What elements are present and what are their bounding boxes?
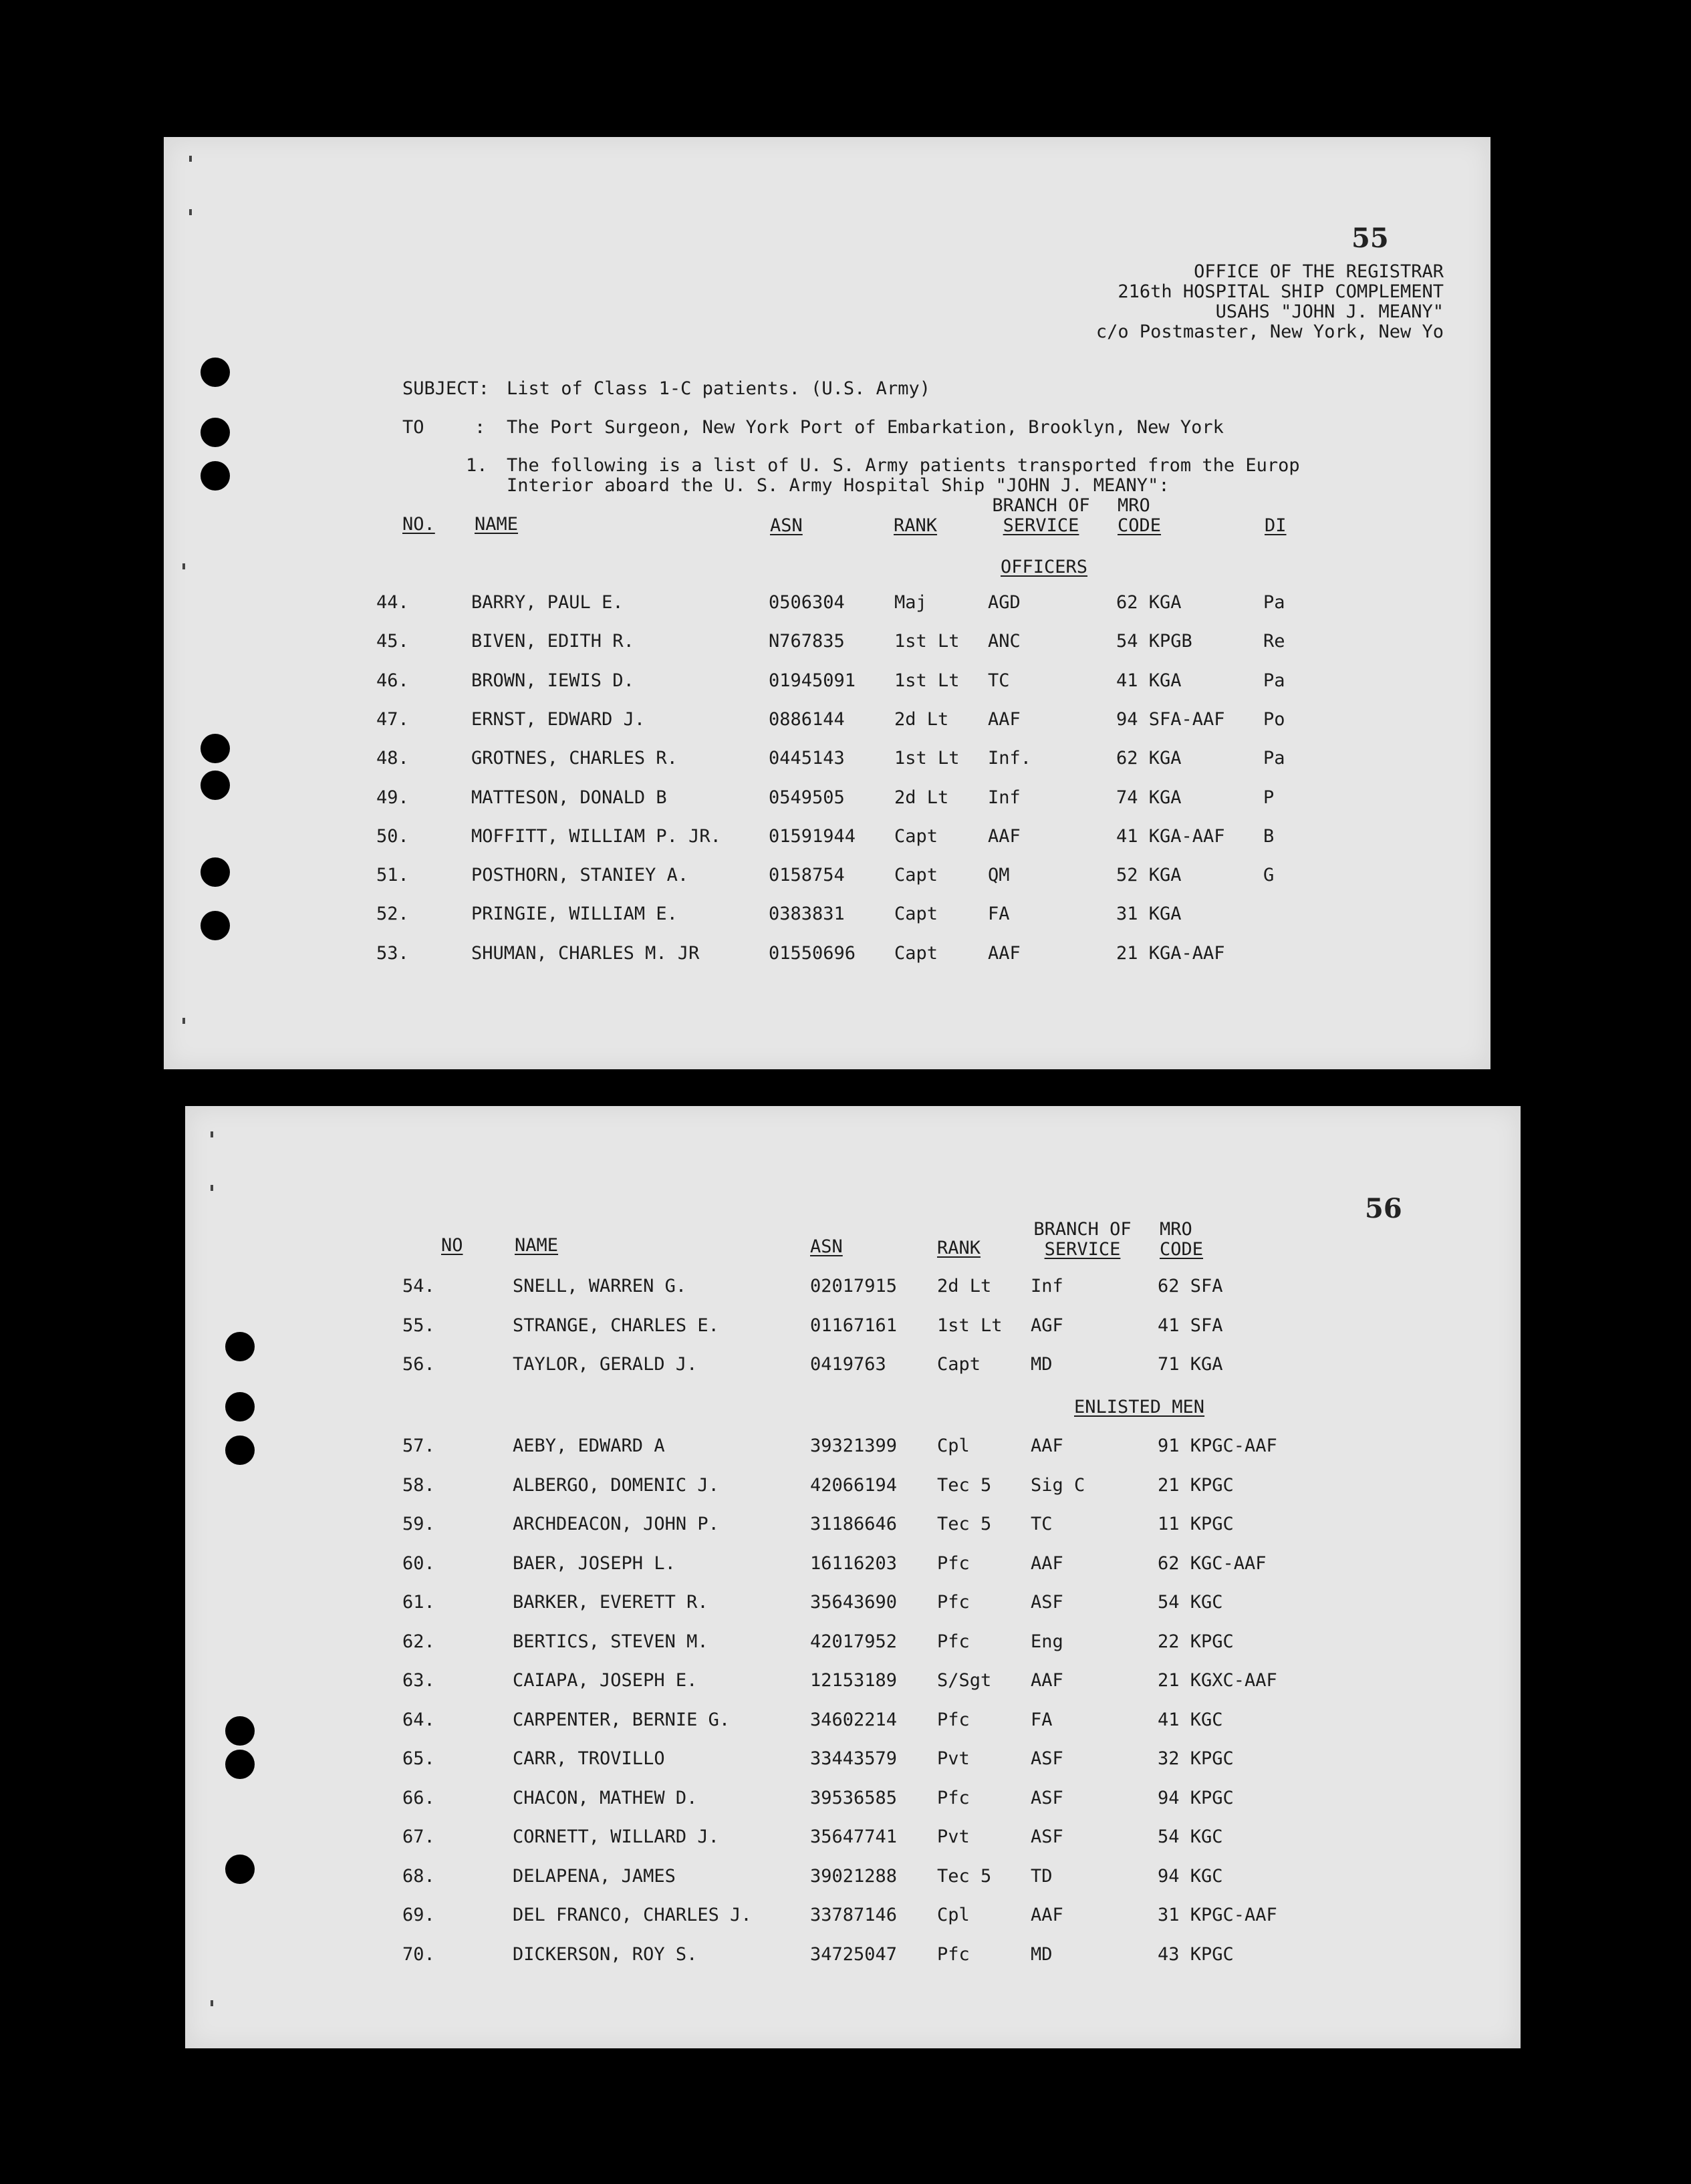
cell-mro: 41 KGA (1116, 670, 1182, 691)
cell-branch: Inf (988, 787, 1021, 808)
cell-branch: Sig C (1031, 1474, 1085, 1496)
to-text: The Port Surgeon, New York Port of Embarkation, Brooklyn, New York (507, 417, 1224, 438)
cell-asn: 35643690 (810, 1592, 898, 1613)
paragraph-line: Interior aboard the U. S. Army Hospital Ship "JOHN J. MEANY": (507, 475, 1170, 496)
cell-name: CHACON, MATHEW D. (513, 1787, 698, 1808)
cell-name: ERNST, EDWARD J. (471, 708, 646, 730)
cell-name: BARKER, EVERETT R. (513, 1592, 708, 1613)
cell-rank: 1st Lt (937, 1315, 1003, 1336)
cell-no: 60. (402, 1552, 435, 1574)
cell-rank: 2d Lt (937, 1276, 992, 1296)
staple-mark (182, 563, 185, 569)
col-header-branch-line: BRANCH OF (1033, 1219, 1132, 1240)
subject-text: List of Class 1-C patients. (U.S. Army) (507, 378, 930, 399)
cell-mro: 21 KPGC (1158, 1474, 1234, 1496)
cell-name: GROTNES, CHARLES R. (471, 748, 678, 769)
cell-rank: Capt (894, 865, 938, 886)
cell-rank: Capt (894, 904, 938, 925)
cell-asn: 01591944 (769, 825, 856, 847)
cell-asn: 39021288 (810, 1865, 898, 1887)
col-header-no: NO. (402, 514, 435, 535)
cell-asn: 01945091 (769, 670, 856, 691)
cell-branch: TD (1031, 1865, 1053, 1887)
col-header-branch-line: SERVICE (1044, 1239, 1121, 1260)
cell-mro: 94 KPGC (1158, 1787, 1234, 1808)
punch-hole (201, 857, 230, 887)
cell-branch: AGF (1031, 1315, 1063, 1336)
cell-branch: FA (988, 904, 1010, 925)
cell-mro: 31 KGA (1116, 904, 1182, 925)
cell-mro: 62 SFA (1158, 1276, 1223, 1296)
col-header-name: NAME (475, 514, 519, 535)
cell-asn: 12153189 (810, 1670, 898, 1691)
cell-name: SNELL, WARREN G. (513, 1276, 687, 1296)
cell-branch: QM (988, 865, 1010, 886)
col-header-branch-line: BRANCH OF (992, 495, 1090, 516)
cell-rank: Cpl (937, 1905, 970, 1925)
cell-no: 48. (376, 748, 409, 769)
cell-branch: MD (1031, 1943, 1053, 1965)
col-header-name: NAME (515, 1235, 559, 1256)
cell-mro: 74 KGA (1116, 787, 1182, 808)
cell-no: 57. (402, 1436, 435, 1456)
cell-mro: 54 KGC (1158, 1592, 1223, 1613)
cell-asn: 16116203 (810, 1552, 898, 1574)
cell-name: CARR, TROVILLO (513, 1748, 665, 1769)
cell-name: DICKERSON, ROY S. (513, 1943, 698, 1965)
cell-name: MATTESON, DONALD B (471, 787, 667, 808)
cell-no: 52. (376, 904, 409, 925)
punch-hole (225, 1855, 255, 1884)
cell-branch: AAF (988, 825, 1021, 847)
cell-mro: 94 KGC (1158, 1865, 1223, 1887)
cell-no: 68. (402, 1865, 435, 1887)
cell-no: 49. (376, 787, 409, 808)
cell-extra: Re (1263, 631, 1285, 652)
letterhead-line: OFFICE OF THE REGISTRAR (1194, 261, 1444, 282)
cell-branch: Inf (1031, 1276, 1063, 1296)
cell-mro: 21 KGA-AAF (1116, 942, 1225, 964)
cell-mro: 21 KGXC-AAF (1158, 1670, 1277, 1691)
cell-mro: 41 KGA-AAF (1116, 825, 1225, 847)
subject-label: SUBJECT: (402, 378, 490, 399)
letterhead-line: c/o Postmaster, New York, New Yo (1095, 321, 1444, 342)
cell-no: 54. (402, 1276, 435, 1296)
cell-rank: Tec 5 (937, 1514, 992, 1534)
col-header-rank: RANK (894, 515, 938, 536)
cell-branch: AAF (1031, 1905, 1063, 1925)
punch-hole (225, 1332, 255, 1361)
cell-branch: ASF (1031, 1748, 1063, 1769)
cell-no: 59. (402, 1514, 435, 1534)
cell-asn: 34725047 (810, 1943, 898, 1965)
cell-name: DELAPENA, JAMES (513, 1865, 676, 1887)
cell-rank: Pfc (937, 1787, 970, 1808)
cell-mro: 11 KPGC (1158, 1514, 1234, 1534)
cell-name: BERTICS, STEVEN M. (513, 1631, 708, 1652)
cell-rank: Tec 5 (937, 1865, 992, 1887)
cell-branch: AAF (988, 708, 1021, 730)
cell-branch: AAF (1031, 1552, 1063, 1574)
cell-mro: 54 KGC (1158, 1826, 1223, 1847)
cell-asn: 42066194 (810, 1474, 898, 1496)
col-header-rank: RANK (937, 1238, 981, 1258)
punch-hole (201, 461, 230, 491)
punch-hole (201, 418, 230, 447)
cell-asn: 0549505 (769, 787, 845, 808)
cell-no: 53. (376, 942, 409, 964)
to-label: TO (402, 417, 424, 438)
cell-rank: 1st Lt (894, 748, 960, 769)
cell-asn: 0886144 (769, 708, 845, 730)
cell-rank: 2d Lt (894, 787, 949, 808)
cell-asn: 35647741 (810, 1826, 898, 1847)
cell-name: BARRY, PAUL E. (471, 592, 624, 613)
cell-mro: 62 KGA (1116, 748, 1182, 769)
cell-branch: FA (1031, 1709, 1053, 1730)
col-header-mro (1118, 497, 1161, 535)
cell-mro: 91 KPGC-AAF (1158, 1436, 1277, 1456)
col-header-mro-line: MRO (1160, 1219, 1192, 1240)
cell-mro: 94 SFA-AAF (1116, 708, 1225, 730)
cell-name: BROWN, IEWIS D. (471, 670, 634, 691)
staple-mark (182, 1018, 185, 1024)
cell-rank: Pfc (937, 1943, 970, 1965)
cell-extra: B (1263, 825, 1275, 847)
cell-no: 47. (376, 708, 409, 730)
page-number: 55 (1351, 223, 1389, 254)
cell-rank: Capt (937, 1354, 981, 1375)
letterhead-line: 216th HOSPITAL SHIP COMPLEMENT (1118, 281, 1444, 302)
cell-name: CARPENTER, BERNIE G. (513, 1709, 731, 1730)
punch-hole (201, 358, 230, 387)
punch-hole (225, 1750, 255, 1779)
cell-rank: 1st Lt (894, 670, 960, 691)
col-header-asn: ASN (810, 1236, 843, 1257)
cell-asn: 0419763 (810, 1354, 886, 1375)
col-header-branch-line: SERVICE (1003, 515, 1079, 536)
cell-name: DEL FRANCO, CHARLES J. (513, 1905, 752, 1925)
cell-rank: Cpl (937, 1436, 970, 1456)
col-header-mro-line: MRO (1118, 495, 1150, 516)
cell-name: SHUMAN, CHARLES M. JR (471, 942, 700, 964)
cell-branch: ASF (1031, 1787, 1063, 1808)
cell-asn: 02017915 (810, 1276, 898, 1296)
paragraph-number: 1. (466, 455, 488, 476)
cell-rank: Pfc (937, 1592, 970, 1613)
cell-branch: Eng (1031, 1631, 1063, 1652)
cell-no: 66. (402, 1787, 435, 1808)
cell-no: 63. (402, 1670, 435, 1691)
cell-mro: 41 SFA (1158, 1315, 1223, 1336)
document-page-55 (164, 137, 1490, 1069)
cell-no: 67. (402, 1826, 435, 1847)
section-label-enlisted: ENLISTED MEN (1074, 1397, 1205, 1417)
cell-mro: 62 KGA (1116, 592, 1182, 613)
cell-no: 58. (402, 1474, 435, 1496)
cell-asn: 39536585 (810, 1787, 898, 1808)
col-header-no: NO (441, 1235, 463, 1256)
cell-asn: 0445143 (769, 748, 845, 769)
cell-name: ARCHDEACON, JOHN P. (513, 1514, 719, 1534)
staple-mark (189, 156, 192, 162)
cell-rank: S/Sgt (937, 1670, 992, 1691)
col-header-di: DI (1265, 515, 1287, 536)
punch-hole (225, 1716, 255, 1746)
cell-name: CORNETT, WILLARD J. (513, 1826, 719, 1847)
cell-extra: Pa (1263, 592, 1285, 613)
staple-mark (211, 1185, 213, 1191)
punch-hole (201, 734, 230, 763)
cell-no: 64. (402, 1709, 435, 1730)
cell-rank: Pfc (937, 1709, 970, 1730)
cell-rank: Capt (894, 942, 938, 964)
punch-hole (225, 1436, 255, 1465)
cell-rank: Tec 5 (937, 1474, 992, 1496)
cell-branch: AGD (988, 592, 1021, 613)
cell-extra: Pa (1263, 670, 1285, 691)
col-header-asn: ASN (770, 515, 803, 536)
cell-asn: 33787146 (810, 1905, 898, 1925)
letterhead (1096, 262, 1444, 342)
page-number: 56 (1365, 1193, 1402, 1224)
cell-rank: Pfc (937, 1552, 970, 1574)
col-header-mro (1160, 1220, 1203, 1258)
cell-branch: ANC (988, 631, 1021, 652)
cell-extra: G (1263, 865, 1275, 886)
punch-hole (201, 771, 230, 800)
cell-name: PRINGIE, WILLIAM E. (471, 904, 678, 925)
cell-mro: 32 KPGC (1158, 1748, 1234, 1769)
col-header-branch (989, 497, 1093, 535)
cell-mro: 43 KPGC (1158, 1943, 1234, 1965)
cell-mro: 52 KGA (1116, 865, 1182, 886)
cell-branch: ASF (1031, 1826, 1063, 1847)
col-header-branch (1031, 1220, 1134, 1258)
cell-rank: 1st Lt (894, 631, 960, 652)
cell-name: BIVEN, EDITH R. (471, 631, 634, 652)
cell-rank: Pvt (937, 1826, 970, 1847)
cell-asn: N767835 (769, 631, 845, 652)
cell-mro: 71 KGA (1158, 1354, 1223, 1375)
cell-name: TAYLOR, GERALD J. (513, 1354, 698, 1375)
cell-branch: AAF (1031, 1436, 1063, 1456)
cell-no: 69. (402, 1905, 435, 1925)
cell-rank: Pvt (937, 1748, 970, 1769)
staple-mark (211, 1131, 213, 1137)
cell-no: 55. (402, 1315, 435, 1336)
cell-mro: 62 KGC-AAF (1158, 1552, 1267, 1574)
staple-mark (211, 2000, 213, 2006)
cell-branch: AAF (1031, 1670, 1063, 1691)
paragraph-line: The following is a list of U. S. Army patients transported from the Europ (507, 455, 1300, 476)
cell-no: 65. (402, 1748, 435, 1769)
cell-extra: Po (1263, 708, 1285, 730)
cell-name: POSTHORN, STANIEY A. (471, 865, 689, 886)
cell-name: STRANGE, CHARLES E. (513, 1315, 719, 1336)
punch-hole (225, 1392, 255, 1421)
cell-branch: TC (988, 670, 1010, 691)
cell-rank: Capt (894, 825, 938, 847)
letterhead-line: USAHS "JOHN J. MEANY" (1215, 301, 1444, 322)
cell-mro: 54 KPGB (1116, 631, 1192, 652)
cell-no: 62. (402, 1631, 435, 1652)
staple-mark (189, 209, 192, 215)
cell-asn: 0158754 (769, 865, 845, 886)
cell-no: 61. (402, 1592, 435, 1613)
cell-extra: P (1263, 787, 1275, 808)
cell-asn: 39321399 (810, 1436, 898, 1456)
cell-mro: 22 KPGC (1158, 1631, 1234, 1652)
cell-no: 46. (376, 670, 409, 691)
cell-name: MOFFITT, WILLIAM P. JR. (471, 825, 721, 847)
cell-branch: AAF (988, 942, 1021, 964)
punch-hole (201, 911, 230, 940)
cell-no: 51. (376, 865, 409, 886)
cell-asn: 33443579 (810, 1748, 898, 1769)
cell-asn: 0383831 (769, 904, 845, 925)
cell-name: CAIAPA, JOSEPH E. (513, 1670, 698, 1691)
cell-no: 44. (376, 592, 409, 613)
cell-asn: 01550696 (769, 942, 856, 964)
cell-asn: 31186646 (810, 1514, 898, 1534)
cell-no: 56. (402, 1354, 435, 1375)
cell-no: 45. (376, 631, 409, 652)
cell-asn: 42017952 (810, 1631, 898, 1652)
cell-branch: ASF (1031, 1592, 1063, 1613)
cell-mro: 31 KPGC-AAF (1158, 1905, 1277, 1925)
col-header-mro-line: CODE (1118, 515, 1162, 536)
section-label-officers: OFFICERS (1001, 557, 1088, 577)
cell-rank: Maj (894, 592, 927, 613)
cell-rank: Pfc (937, 1631, 970, 1652)
cell-asn: 0506304 (769, 592, 845, 613)
cell-name: ALBERGO, DOMENIC J. (513, 1474, 719, 1496)
to-colon: : (475, 417, 486, 438)
document-page-56 (185, 1106, 1521, 2048)
cell-branch: Inf. (988, 748, 1032, 769)
cell-asn: 34602214 (810, 1709, 898, 1730)
cell-branch: MD (1031, 1354, 1053, 1375)
cell-branch: TC (1031, 1514, 1053, 1534)
cell-name: AEBY, EDWARD A (513, 1436, 665, 1456)
col-header-mro-line: CODE (1160, 1239, 1204, 1260)
cell-asn: 01167161 (810, 1315, 898, 1336)
cell-extra: Pa (1263, 748, 1285, 769)
cell-name: BAER, JOSEPH L. (513, 1552, 676, 1574)
cell-no: 70. (402, 1943, 435, 1965)
cell-rank: 2d Lt (894, 708, 949, 730)
cell-no: 50. (376, 825, 409, 847)
cell-mro: 41 KGC (1158, 1709, 1223, 1730)
